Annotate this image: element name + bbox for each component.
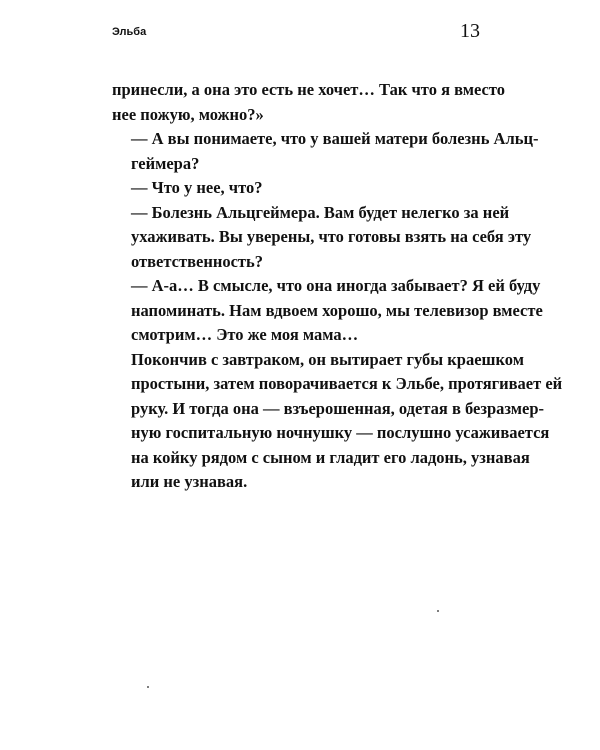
text-line: Покончив с завтраком, он вытирает губы краешком: [131, 349, 524, 369]
text-line: смотрим… Это же моя мама…: [131, 325, 359, 344]
page-number: 13: [460, 20, 480, 42]
text-line: руку. И тогда она — взъерошенная, одетая в безразмер-: [131, 398, 545, 418]
paragraph: [112, 348, 563, 495]
paragraph: [112, 176, 492, 201]
text-line: на койку рядом с сыном и гладит его ладонь, узнавая: [131, 447, 530, 467]
text-line: ухаживать. Вы уверены, что готовы взять на себя эту: [131, 227, 532, 246]
text-line: нее пожую, можно?»: [112, 104, 264, 124]
text-line: ответственность?: [131, 251, 264, 271]
running-title: Эльба: [112, 26, 147, 38]
paragraph: [112, 201, 532, 275]
text-line: — А вы понимаете, что у вашей матери болезнь Альц-: [131, 129, 539, 148]
text-line: — Что у нее, что?: [131, 178, 263, 197]
body-text: [112, 78, 563, 495]
paragraph: [112, 274, 543, 348]
text-line: — А-а… В смысле, что она иногда забывает? Я ей буду: [131, 276, 541, 295]
text-line: напоминать. Нам вдвоем хорошо, мы телевизор вместе: [131, 300, 543, 320]
text-line: геймера?: [131, 153, 200, 173]
paragraph: [112, 78, 505, 127]
text-line: — Болезнь Альцгеймера. Вам будет нелегко за ней: [131, 202, 510, 222]
text-line: принесли, а она это есть не хочет… Так что я вместо: [112, 80, 505, 99]
text-line: ную госпитальную ночнушку — послушно усаживается: [131, 423, 550, 442]
paragraph: [112, 127, 539, 176]
text-line: простыни, затем поворачивается к Эльбе, протягивает ей: [131, 374, 563, 393]
text-line: или не узнавая.: [131, 472, 248, 491]
scan-speck: [147, 686, 149, 688]
scan-speck: [437, 610, 439, 612]
